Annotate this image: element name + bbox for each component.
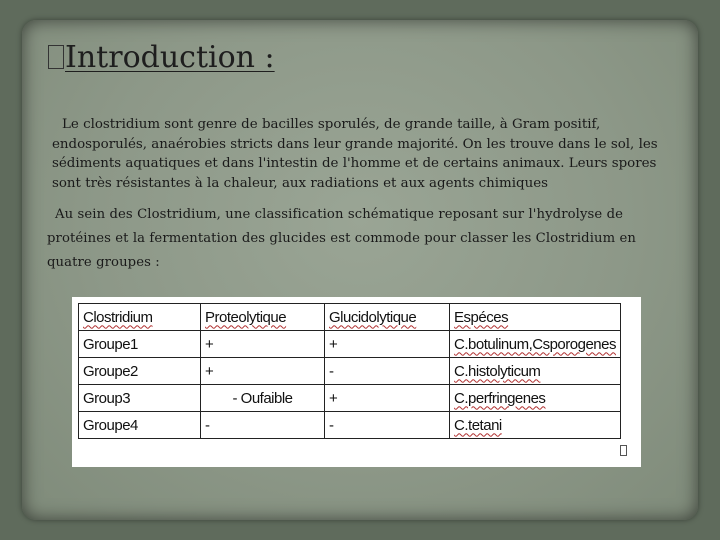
classification-table-container — [72, 297, 641, 467]
table-row — [79, 358, 621, 385]
classification-table — [78, 303, 621, 439]
table-header-cell: Glucidolytique — [325, 304, 450, 331]
table-cell: + — [201, 358, 325, 385]
bullet-icon — [48, 45, 64, 69]
table-header-row — [79, 304, 621, 331]
table-cell: Groupe2 — [79, 358, 201, 385]
intro-paragraph: Le clostridium sont genre de bacilles sporulés, de grande taille, à Gram positif, endosporulés, anaérobies stricts dans leur grande majorité. On les trouve dans le sol, les sédiments aquatiques et dans l'intestin de l'homme et de certains animaux. Leurs spores sont très résistantes à la chaleur, aux radiations et aux agents chimiques — [52, 117, 658, 191]
classification-paragraph: Au sein des Clostridium, une classification schématique reposant sur l'hydrolyse de protéines et la fermentation des glucides est commode pour classer les Clostridium en quatre groupes : — [47, 207, 637, 270]
table-cell: - — [201, 412, 325, 439]
table-cell: + — [325, 331, 450, 358]
table-cell: Groupe1 — [79, 331, 201, 358]
table-cell: C.botulinum,Csporogenes — [450, 331, 621, 358]
table-cell: Group3 — [79, 385, 201, 412]
slide-title-text: Introduction : — [65, 40, 275, 75]
table-header-cell: Clostridium — [79, 304, 201, 331]
table-cell: C.tetani — [450, 412, 621, 439]
table-cell: + — [201, 331, 325, 358]
table-row — [79, 385, 621, 412]
table-cell: Groupe4 — [79, 412, 201, 439]
table-header-cell: Espéces — [450, 304, 621, 331]
table-cell: - — [325, 358, 450, 385]
slide-title — [48, 40, 275, 75]
placeholder-glyph-icon — [620, 445, 627, 456]
table-header-cell: Proteolytique — [201, 304, 325, 331]
table-cell: + — [325, 385, 450, 412]
table-cell: - Oufaible — [201, 385, 325, 412]
table-row — [79, 331, 621, 358]
table-cell: C.perfringenes — [450, 385, 621, 412]
table-row — [79, 412, 621, 439]
table-cell: C.histolyticum — [450, 358, 621, 385]
table-cell: - — [325, 412, 450, 439]
